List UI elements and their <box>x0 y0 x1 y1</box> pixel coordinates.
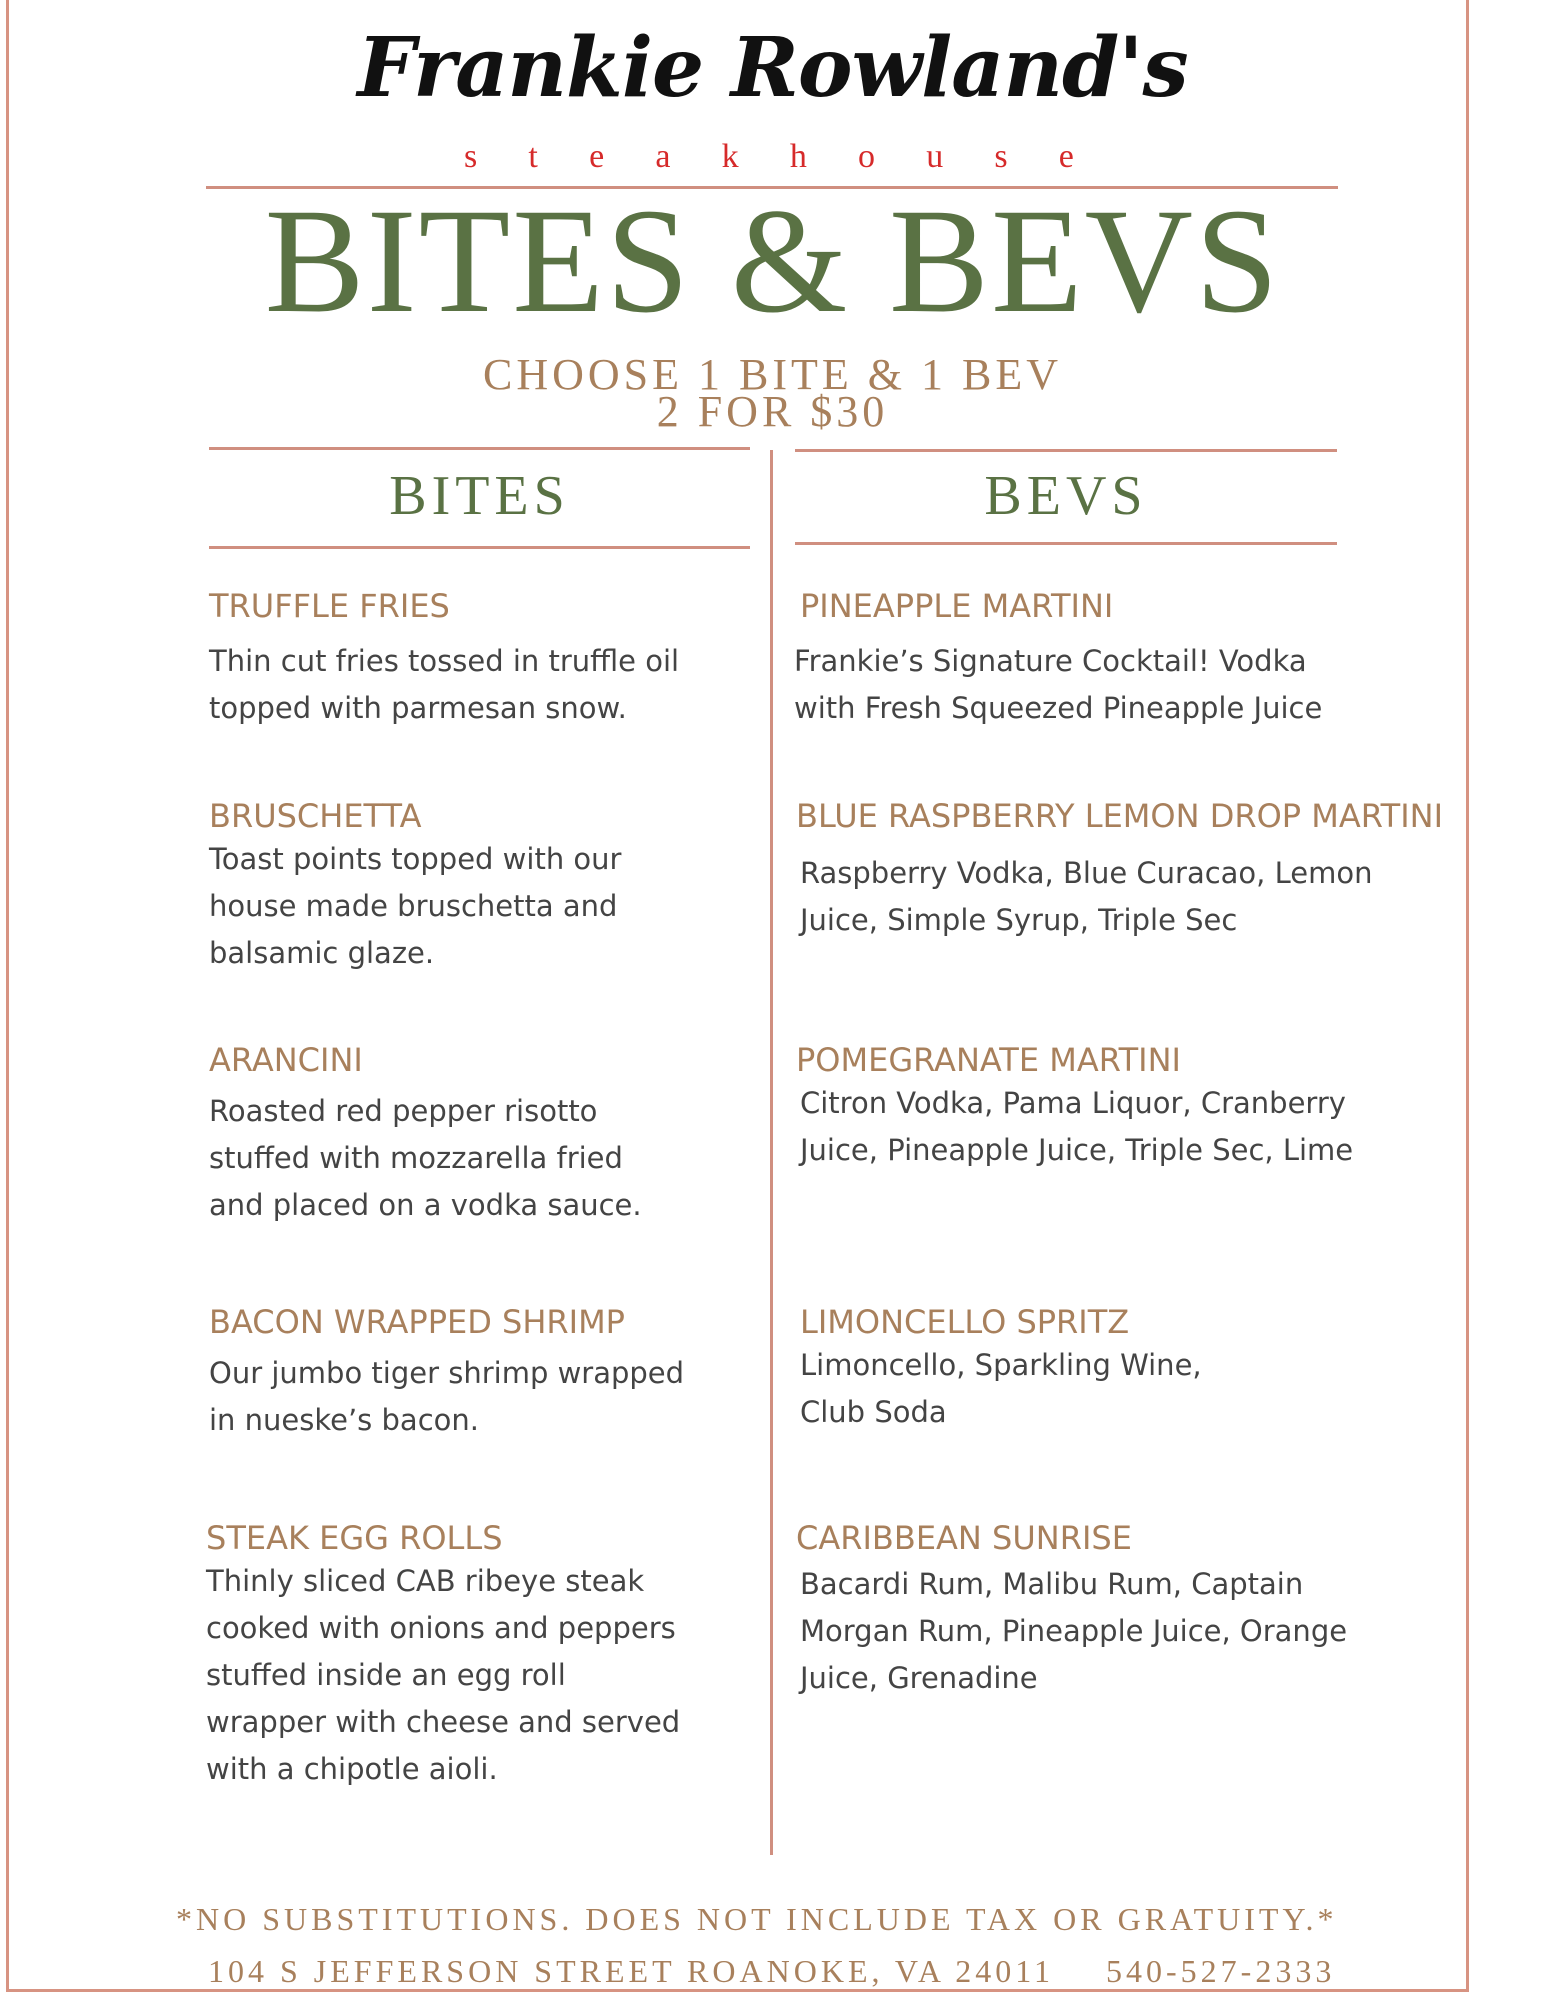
bites-header-top-rule <box>209 447 750 450</box>
bev-description: Citron Vodka, Pama Liquor, Cranberry Juice, Pineapple Juice, Triple Sec, Lime <box>800 1086 1354 1167</box>
disclaimer: *NO SUBSTITUTIONS. DOES NOT INCLUDE TAX OR GRATUITY.* <box>176 1901 1338 1937</box>
subtitle-letter: o <box>858 138 875 175</box>
bite-description: Thin cut fries tossed in truffle oil topped with parmesan snow. <box>209 644 680 725</box>
bev-name: BLUE RASPBERRY LEMON DROP MARTINI <box>796 797 1443 835</box>
bite-name: STEAK EGG ROLLS <box>206 1519 503 1557</box>
subtitle-letter: t <box>528 138 538 175</box>
bite-description: Toast points topped with our house made bruschetta and balsamic glaze. <box>209 842 622 970</box>
bite-description: Thinly sliced CAB ribeye steak cooked with onions and peppers stuffed inside an egg roll wrapper with cheese and served with a chipotle aioli. <box>206 1564 681 1786</box>
bev-name: CARIBBEAN SUNRISE <box>796 1519 1132 1557</box>
bite-name: BRUSCHETTA <box>209 797 422 835</box>
bevs-header: BEVS <box>984 465 1148 527</box>
bites-header: BITES <box>389 465 570 527</box>
bite-name: TRUFFLE FRIES <box>209 587 450 625</box>
subtitle-letter: u <box>926 138 944 175</box>
bite-description: Roasted red pepper risotto stuffed with mozzarella fried and placed on a vodka sauce. <box>209 1094 642 1222</box>
bevs-header-bottom-rule <box>795 542 1337 545</box>
brand-subtitle <box>464 138 1074 176</box>
promo-line-1: CHOOSE 1 BITE & 1 BEV <box>483 350 1062 399</box>
bev-name: PINEAPPLE MARTINI <box>800 587 1114 625</box>
subtitle-letter: h <box>789 138 807 175</box>
column-divider <box>770 450 773 1855</box>
address: 104 S JEFFERSON STREET ROANOKE, VA 24011 <box>208 1953 1055 1989</box>
bev-description: Raspberry Vodka, Blue Curacao, Lemon Juice, Simple Syrup, Triple Sec <box>800 856 1373 937</box>
subtitle-letter: e <box>589 138 605 175</box>
brand-logo: Frankie Rowland's <box>357 20 1188 116</box>
bite-description: Our jumbo tiger shrimp wrapped in nueske’s bacon. <box>209 1356 685 1437</box>
bite-name: ARANCINI <box>209 1041 363 1079</box>
promo-line-2: 2 FOR $30 <box>656 387 889 436</box>
phone-number: 540-527-2333 <box>1106 1953 1336 1989</box>
bevs-header-top-rule <box>795 449 1337 452</box>
bite-name: BACON WRAPPED SHRIMP <box>209 1303 625 1341</box>
bev-name: POMEGRANATE MARTINI <box>796 1041 1181 1079</box>
subtitle-letter: k <box>721 138 739 175</box>
subtitle-letter: e <box>1058 138 1074 175</box>
bev-description: Bacardi Rum, Malibu Rum, Captain Morgan Rum, Pineapple Juice, Orange Juice, Grenadine <box>800 1567 1348 1695</box>
subtitle-letter: s <box>994 138 1008 175</box>
subtitle-letter: a <box>655 138 671 175</box>
subtitle-letter: s <box>464 138 478 175</box>
bev-description: Limoncello, Sparkling Wine, Club Soda <box>800 1348 1202 1429</box>
bev-name: LIMONCELLO SPRITZ <box>800 1303 1130 1341</box>
page-title: BITES & BEVS <box>264 178 1281 344</box>
bites-header-bottom-rule <box>209 546 750 549</box>
bev-description: Frankie’s Signature Cocktail! Vodka with Fresh Squeezed Pineapple Juice <box>794 644 1323 725</box>
